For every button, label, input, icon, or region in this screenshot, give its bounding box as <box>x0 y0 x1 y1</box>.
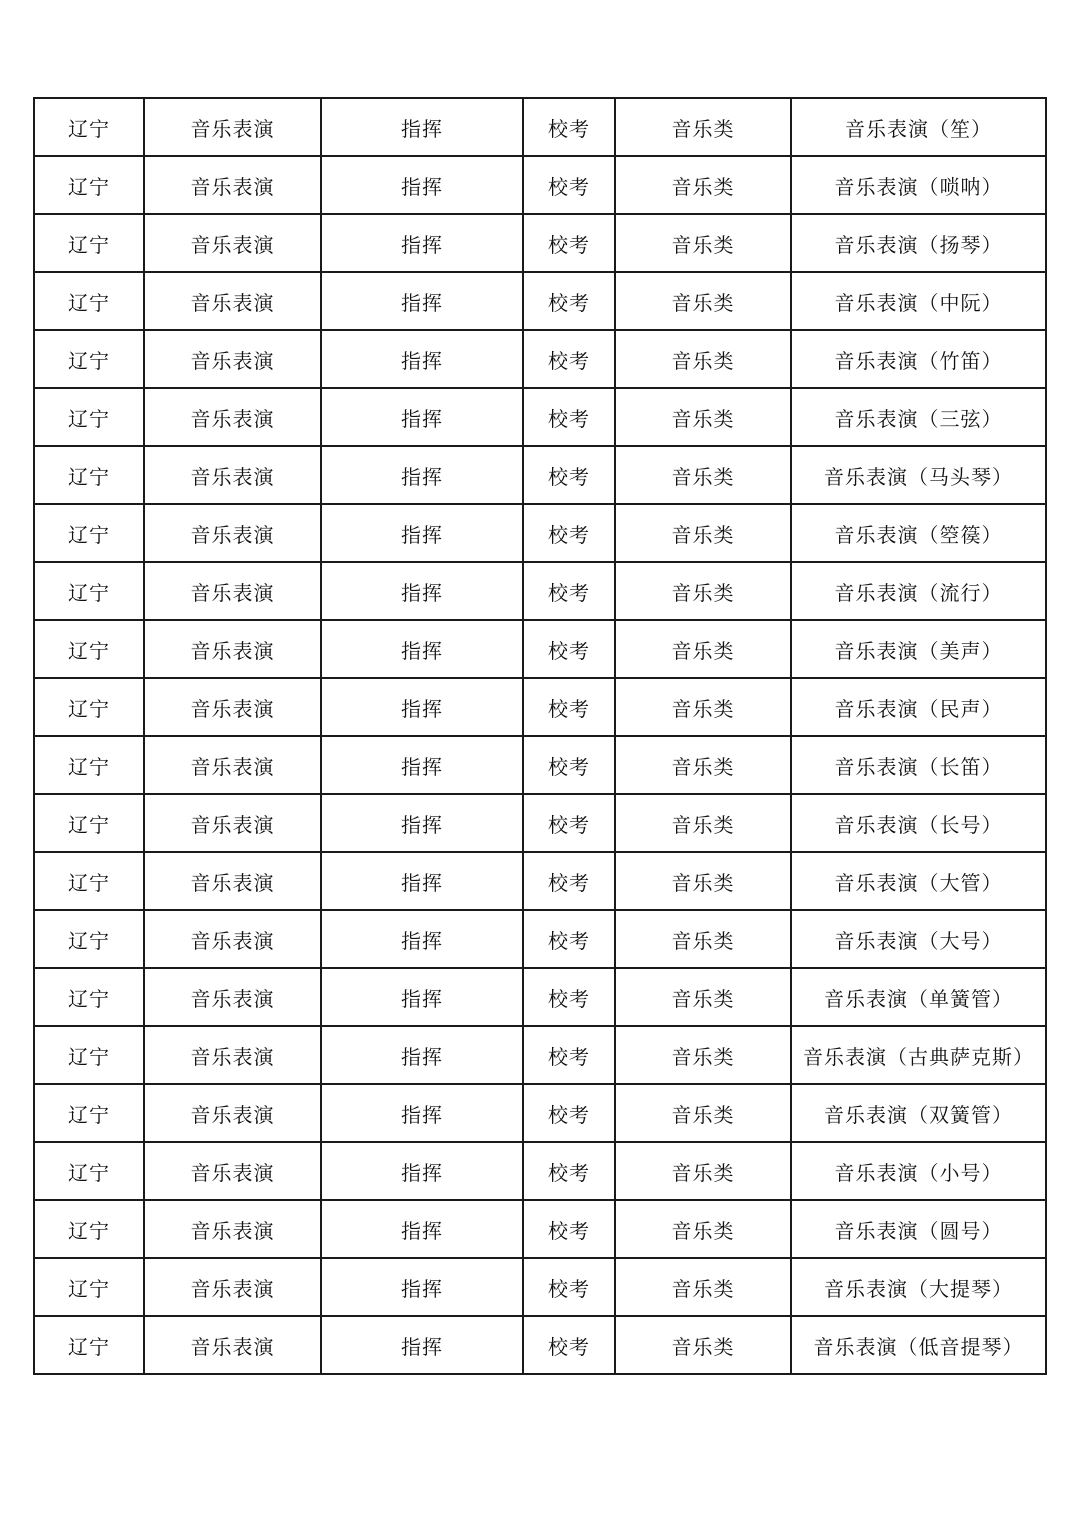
category-cell: 音乐类 <box>615 852 791 910</box>
province-cell: 辽宁 <box>34 1258 144 1316</box>
exam-type-cell: 校考 <box>523 1200 615 1258</box>
exam-type-cell: 校考 <box>523 504 615 562</box>
specialty-cell: 音乐表演（大号） <box>791 910 1046 968</box>
province-cell: 辽宁 <box>34 156 144 214</box>
exam-type-cell: 校考 <box>523 736 615 794</box>
direction-cell: 指挥 <box>321 1316 523 1374</box>
province-cell: 辽宁 <box>34 1142 144 1200</box>
major-cell: 音乐表演 <box>144 852 321 910</box>
major-cell: 音乐表演 <box>144 620 321 678</box>
table-row <box>34 736 1046 794</box>
province-cell: 辽宁 <box>34 214 144 272</box>
category-cell: 音乐类 <box>615 1026 791 1084</box>
table-row <box>34 98 1046 156</box>
direction-cell: 指挥 <box>321 1026 523 1084</box>
category-cell: 音乐类 <box>615 98 791 156</box>
direction-cell: 指挥 <box>321 388 523 446</box>
category-cell: 音乐类 <box>615 736 791 794</box>
exam-type-cell: 校考 <box>523 678 615 736</box>
direction-cell: 指挥 <box>321 1200 523 1258</box>
province-cell: 辽宁 <box>34 1200 144 1258</box>
category-cell: 音乐类 <box>615 1258 791 1316</box>
province-cell: 辽宁 <box>34 562 144 620</box>
direction-cell: 指挥 <box>321 330 523 388</box>
direction-cell: 指挥 <box>321 1142 523 1200</box>
document-page <box>33 97 1045 1375</box>
specialty-cell: 音乐表演（流行） <box>791 562 1046 620</box>
category-cell: 音乐类 <box>615 214 791 272</box>
exam-type-cell: 校考 <box>523 562 615 620</box>
specialty-cell: 音乐表演（大提琴） <box>791 1258 1046 1316</box>
exam-type-cell: 校考 <box>523 852 615 910</box>
category-cell: 音乐类 <box>615 1142 791 1200</box>
exam-type-cell: 校考 <box>523 1026 615 1084</box>
exam-type-cell: 校考 <box>523 1084 615 1142</box>
major-cell: 音乐表演 <box>144 794 321 852</box>
specialty-cell: 音乐表演（长笛） <box>791 736 1046 794</box>
category-cell: 音乐类 <box>615 1316 791 1374</box>
direction-cell: 指挥 <box>321 156 523 214</box>
specialty-cell: 音乐表演（古典萨克斯） <box>791 1026 1046 1084</box>
province-cell: 辽宁 <box>34 1316 144 1374</box>
category-cell: 音乐类 <box>615 1084 791 1142</box>
exam-type-cell: 校考 <box>523 910 615 968</box>
category-cell: 音乐类 <box>615 330 791 388</box>
category-cell: 音乐类 <box>615 910 791 968</box>
exam-type-cell: 校考 <box>523 272 615 330</box>
specialty-cell: 音乐表演（双簧管） <box>791 1084 1046 1142</box>
category-cell: 音乐类 <box>615 272 791 330</box>
major-cell: 音乐表演 <box>144 330 321 388</box>
direction-cell: 指挥 <box>321 98 523 156</box>
table-row <box>34 1084 1046 1142</box>
direction-cell: 指挥 <box>321 910 523 968</box>
exam-type-cell: 校考 <box>523 794 615 852</box>
major-cell: 音乐表演 <box>144 504 321 562</box>
major-cell: 音乐表演 <box>144 1316 321 1374</box>
direction-cell: 指挥 <box>321 1258 523 1316</box>
province-cell: 辽宁 <box>34 968 144 1026</box>
major-cell: 音乐表演 <box>144 1084 321 1142</box>
province-cell: 辽宁 <box>34 620 144 678</box>
major-cell: 音乐表演 <box>144 446 321 504</box>
direction-cell: 指挥 <box>321 968 523 1026</box>
direction-cell: 指挥 <box>321 214 523 272</box>
major-cell: 音乐表演 <box>144 1142 321 1200</box>
specialty-cell: 音乐表演（三弦） <box>791 388 1046 446</box>
province-cell: 辽宁 <box>34 794 144 852</box>
major-cell: 音乐表演 <box>144 156 321 214</box>
enrollment-table <box>33 97 1047 1375</box>
specialty-cell: 音乐表演（唢呐） <box>791 156 1046 214</box>
table-row <box>34 678 1046 736</box>
major-cell: 音乐表演 <box>144 98 321 156</box>
specialty-cell: 音乐表演（单簧管） <box>791 968 1046 1026</box>
category-cell: 音乐类 <box>615 968 791 1026</box>
specialty-cell: 音乐表演（中阮） <box>791 272 1046 330</box>
category-cell: 音乐类 <box>615 446 791 504</box>
category-cell: 音乐类 <box>615 156 791 214</box>
specialty-cell: 音乐表演（扬琴） <box>791 214 1046 272</box>
major-cell: 音乐表演 <box>144 968 321 1026</box>
specialty-cell: 音乐表演（箜篌） <box>791 504 1046 562</box>
table-row <box>34 852 1046 910</box>
exam-type-cell: 校考 <box>523 330 615 388</box>
table-row <box>34 330 1046 388</box>
direction-cell: 指挥 <box>321 794 523 852</box>
table-row <box>34 968 1046 1026</box>
direction-cell: 指挥 <box>321 852 523 910</box>
direction-cell: 指挥 <box>321 504 523 562</box>
table-row <box>34 388 1046 446</box>
direction-cell: 指挥 <box>321 620 523 678</box>
province-cell: 辽宁 <box>34 446 144 504</box>
exam-type-cell: 校考 <box>523 156 615 214</box>
table-row <box>34 1142 1046 1200</box>
table-row <box>34 562 1046 620</box>
major-cell: 音乐表演 <box>144 214 321 272</box>
exam-type-cell: 校考 <box>523 98 615 156</box>
table-row <box>34 504 1046 562</box>
exam-type-cell: 校考 <box>523 214 615 272</box>
exam-type-cell: 校考 <box>523 388 615 446</box>
direction-cell: 指挥 <box>321 272 523 330</box>
province-cell: 辽宁 <box>34 1084 144 1142</box>
major-cell: 音乐表演 <box>144 678 321 736</box>
direction-cell: 指挥 <box>321 736 523 794</box>
table-row <box>34 794 1046 852</box>
category-cell: 音乐类 <box>615 1200 791 1258</box>
table-row <box>34 1316 1046 1374</box>
exam-type-cell: 校考 <box>523 968 615 1026</box>
category-cell: 音乐类 <box>615 794 791 852</box>
exam-type-cell: 校考 <box>523 1316 615 1374</box>
exam-type-cell: 校考 <box>523 620 615 678</box>
specialty-cell: 音乐表演（马头琴） <box>791 446 1046 504</box>
major-cell: 音乐表演 <box>144 1026 321 1084</box>
province-cell: 辽宁 <box>34 910 144 968</box>
specialty-cell: 音乐表演（民声） <box>791 678 1046 736</box>
category-cell: 音乐类 <box>615 388 791 446</box>
category-cell: 音乐类 <box>615 504 791 562</box>
specialty-cell: 音乐表演（长号） <box>791 794 1046 852</box>
major-cell: 音乐表演 <box>144 388 321 446</box>
specialty-cell: 音乐表演（大管） <box>791 852 1046 910</box>
direction-cell: 指挥 <box>321 1084 523 1142</box>
major-cell: 音乐表演 <box>144 1200 321 1258</box>
direction-cell: 指挥 <box>321 562 523 620</box>
exam-type-cell: 校考 <box>523 446 615 504</box>
province-cell: 辽宁 <box>34 736 144 794</box>
specialty-cell: 音乐表演（小号） <box>791 1142 1046 1200</box>
table-row <box>34 1258 1046 1316</box>
table-row <box>34 214 1046 272</box>
category-cell: 音乐类 <box>615 620 791 678</box>
specialty-cell: 音乐表演（竹笛） <box>791 330 1046 388</box>
province-cell: 辽宁 <box>34 678 144 736</box>
table-row <box>34 446 1046 504</box>
province-cell: 辽宁 <box>34 330 144 388</box>
table-row <box>34 1200 1046 1258</box>
specialty-cell: 音乐表演（美声） <box>791 620 1046 678</box>
province-cell: 辽宁 <box>34 504 144 562</box>
direction-cell: 指挥 <box>321 678 523 736</box>
table-row <box>34 1026 1046 1084</box>
exam-type-cell: 校考 <box>523 1258 615 1316</box>
exam-type-cell: 校考 <box>523 1142 615 1200</box>
table-row <box>34 156 1046 214</box>
province-cell: 辽宁 <box>34 1026 144 1084</box>
province-cell: 辽宁 <box>34 272 144 330</box>
table-body <box>34 98 1046 1374</box>
category-cell: 音乐类 <box>615 678 791 736</box>
category-cell: 音乐类 <box>615 562 791 620</box>
specialty-cell: 音乐表演（笙） <box>791 98 1046 156</box>
specialty-cell: 音乐表演（低音提琴） <box>791 1316 1046 1374</box>
major-cell: 音乐表演 <box>144 736 321 794</box>
table-row <box>34 910 1046 968</box>
major-cell: 音乐表演 <box>144 562 321 620</box>
table-row <box>34 272 1046 330</box>
specialty-cell: 音乐表演（圆号） <box>791 1200 1046 1258</box>
major-cell: 音乐表演 <box>144 272 321 330</box>
table-row <box>34 620 1046 678</box>
province-cell: 辽宁 <box>34 852 144 910</box>
direction-cell: 指挥 <box>321 446 523 504</box>
major-cell: 音乐表演 <box>144 1258 321 1316</box>
province-cell: 辽宁 <box>34 98 144 156</box>
province-cell: 辽宁 <box>34 388 144 446</box>
major-cell: 音乐表演 <box>144 910 321 968</box>
